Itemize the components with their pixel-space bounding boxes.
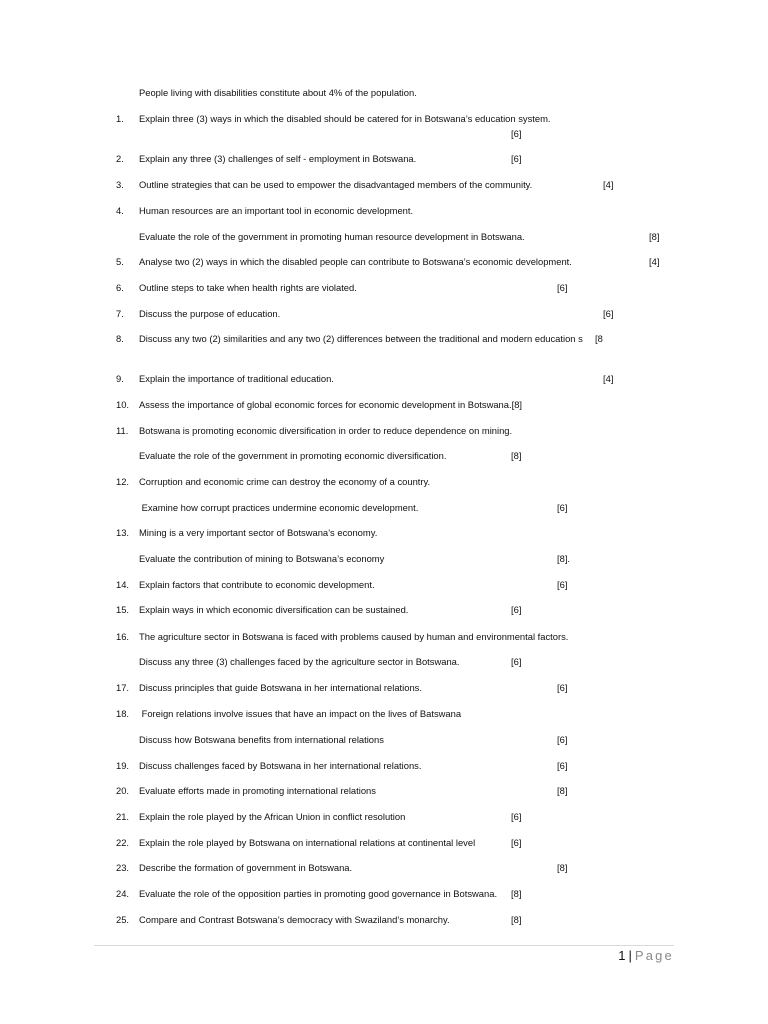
question-text: Explain ways in which economic diversification can be sustained. [139,604,409,615]
question-text: Explain factors that contribute to economic development. [139,579,375,590]
question-mark: [6] [557,760,568,771]
question-text: Discuss any three (3) challenges faced by the agriculture sector in Botswana. [139,656,460,667]
page-number: 1 [618,948,626,963]
question-text: Evaluate the role of the opposition parties in promoting good governance in Botswana. [139,888,498,899]
question-text: Explain the importance of traditional education. [139,373,334,384]
question-mark: [4] [603,373,614,384]
question-number: 19. [116,760,130,771]
question-number: 24. [116,888,130,899]
question-mark: [4] [603,179,614,190]
question-mark: [6] [511,837,522,848]
question-text: Discuss challenges faced by Botswana in her international relations. [139,760,422,771]
question-text: Explain the role played by the African Union in conflict resolution [139,811,406,822]
question-text: Botswana is promoting economic diversification in order to reduce dependence on mining. [139,425,513,436]
question-text: The agriculture sector in Botswana is faced with problems caused by human and environmental factors. [139,631,569,642]
question-number: 1. [116,113,124,124]
question-mark: [6] [557,682,568,693]
question-text: Evaluate the contribution of mining to Botswana’s economy [139,553,385,564]
question-number: 17. [116,682,130,693]
footer-separator: | [628,948,632,963]
question-number: 11. [116,425,129,436]
question-text: Discuss how Botswana benefits from international relations [139,734,384,745]
question-number: 7. [116,308,124,319]
question-text: Human resources are an important tool in economic development. [139,205,414,216]
question-mark: [8] [511,914,522,925]
question-number: 16. [116,631,130,642]
question-text: Describe the formation of government in Botswana. [139,862,353,873]
question-mark: [6] [511,656,522,667]
question-number: 23. [116,862,130,873]
question-number: 2. [116,153,124,164]
question-number: 18. [116,708,130,719]
question-number: 10. [116,399,130,410]
question-mark: [8]. [557,553,571,564]
question-text-body: Assess the importance of global economic forces for economic development in Botswana. [139,399,512,410]
question-text: Examine how corrupt practices undermine economic development. [139,502,419,513]
question-number: 21. [116,811,130,822]
question-text: Evaluate the role of the government in promoting economic diversification. [139,450,447,461]
question-number: 3. [116,179,124,190]
question-mark: [8] [557,862,568,873]
question-text: Foreign relations involve issues that have an impact on the lives of Batswana [139,708,462,719]
question-text: Explain any three (3) challenges of self - employment in Botswana. [139,153,417,164]
question-mark: [6] [511,811,522,822]
question-mark: [6] [511,128,522,139]
page-label: Page [634,948,674,963]
question-text: Explain three (3) ways in which the disabled should be catered for in Botswana’s education system. [139,113,551,124]
question-text: Analyse two (2) ways in which the disabled people can contribute to Botswana’s economic development. [139,256,572,267]
page-footer [618,948,674,964]
intro-text: People living with disabilities constitute about 4% of the population. [139,87,417,98]
question-mark: [6] [557,282,568,293]
question-number: 20. [116,785,130,796]
question-text: Mining is a very important sector of Botswana’s economy. [139,527,378,538]
question-text: Evaluate efforts made in promoting international relations [139,785,376,796]
question-mark: [4] [649,256,660,267]
question-text: Evaluate the role of the government in promoting human resource development in Botswana. [139,231,525,242]
question-mark: [6] [557,502,568,513]
question-number: 13. [116,527,130,538]
question-mark: [6] [511,153,522,164]
question-text: Outline strategies that can be used to empower the disadvantaged members of the community. [139,179,533,190]
question-mark: [6] [511,604,522,615]
question-text [139,399,522,411]
question-mark: [8] [511,450,522,461]
question-number: 12. [116,476,130,487]
question-text: Outline steps to take when health rights are violated. [139,282,357,293]
question-number: 4. [116,205,124,216]
question-text: Discuss principles that guide Botswana in her international relations. [139,682,422,693]
question-number: 6. [116,282,124,293]
question-number: 15. [116,604,130,615]
question-mark: [8] [557,785,568,796]
question-text: Explain the role played by Botswana on international relations at continental level [139,837,476,848]
question-number: 14. [116,579,130,590]
question-mark: [8] [649,231,660,242]
question-text: Compare and Contrast Botswana’s democracy with Swaziland’s monarchy. [139,914,450,925]
question-text: Discuss the purpose of education. [139,308,281,319]
footer-divider [94,945,674,946]
question-mark: [6] [603,308,614,319]
question-mark: [6] [557,579,568,590]
question-number: 22. [116,837,130,848]
question-mark: [6] [557,734,568,745]
question-mark: [8 [595,333,603,344]
question-number: 8. [116,333,124,344]
question-mark: [8] [511,399,523,410]
question-text: Corruption and economic crime can destroy the economy of a country. [139,476,431,487]
question-mark: [8] [511,888,522,899]
question-number: 25. [116,914,130,925]
question-number: 5. [116,256,124,267]
question-number: 9. [116,373,124,384]
question-text: Discuss any two (2) similarities and any two (2) differences between the traditional and modern education s [139,333,583,344]
